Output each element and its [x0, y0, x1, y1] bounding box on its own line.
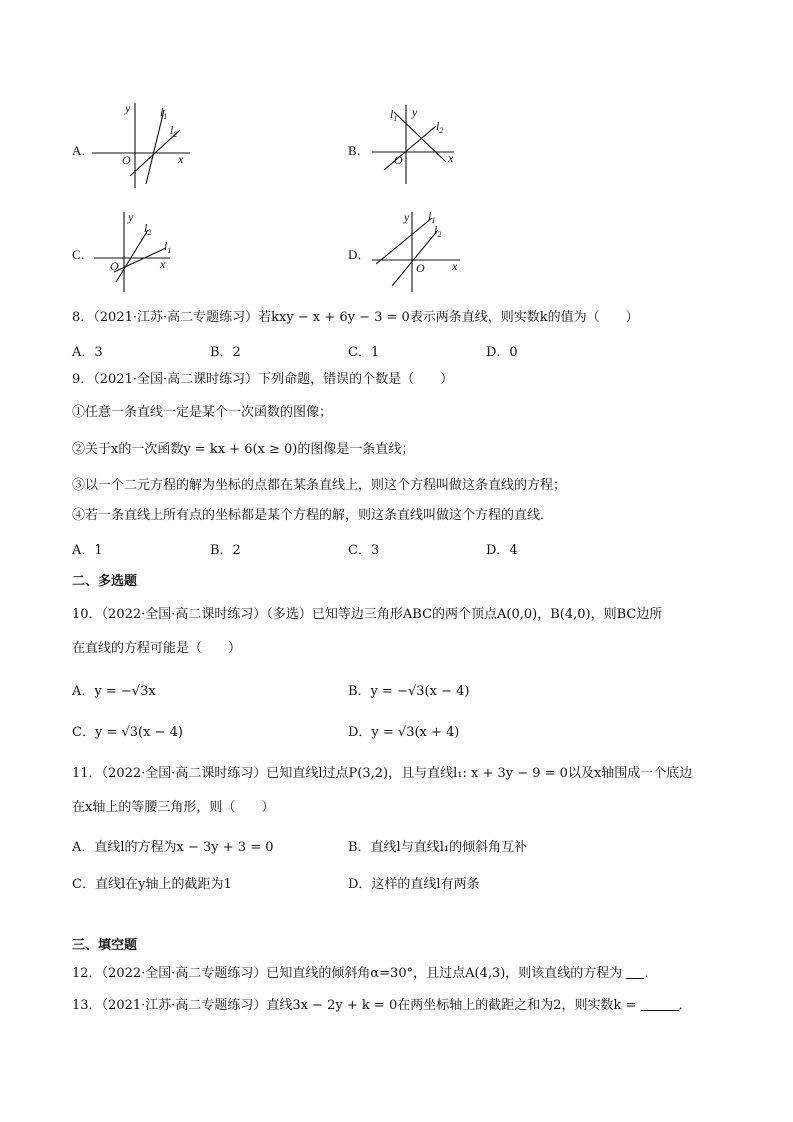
x-label: x	[448, 151, 454, 165]
question-9-text: 9．（2021·全国·高二课时练习）下列命题，错误的个数是（ ）	[72, 372, 454, 387]
question-12	[72, 964, 657, 984]
question-10-line-1: 10．（2022·全国·高二课时练习）（多选）已知等边三角形ABC的两个顶点A(0,0)，B(4,0)，则BC边所	[72, 607, 663, 622]
q10-option-a: A．y = −√3x	[72, 684, 156, 699]
q11-option-d: D．这样的直线l有两条	[348, 877, 480, 892]
y-label: y	[125, 101, 131, 115]
line-l2	[116, 230, 148, 282]
q11-option-a: A．直线l的方程为x − 3y + 3 = 0	[72, 840, 274, 855]
l1-label: $l_1$	[390, 107, 398, 123]
x-label: x	[160, 257, 166, 271]
l1-label: $l_1$	[164, 239, 172, 255]
q8-option-d: D．0	[486, 345, 518, 360]
graph-c	[92, 208, 202, 298]
question-11-line-2: 在x轴上的等腰三角形，则（ ）	[72, 800, 275, 815]
question-10-line-2: 在直线的方程可能是（ ）	[72, 641, 242, 656]
question-8-text: 8．（2021·江苏·高二专题练习）若kxy − x + 6y − 3 = 0表示两条直线，则实数k的值为（ ）	[72, 310, 639, 325]
q11-option-c: C．直线l在y轴上的截距为1	[72, 877, 232, 892]
question-13-text: 13．（2021·江苏·高二专题练习）直线3x − 2y + k = 0在两坐标轴上的截距之和为2，则实数k =	[72, 998, 637, 1013]
q9-option-a: A．1	[72, 543, 103, 558]
q8-option-b: B．2	[210, 345, 241, 360]
y-label: y	[128, 210, 134, 224]
graph-a	[92, 100, 202, 190]
option-d-label: D．	[348, 247, 371, 262]
question-11-line-1: 11．（2022·全国·高二课时练习）已知直线l过点P(3,2)，且与直线l₁: x + 3y − 9 = 0以及x轴围成一个底边	[72, 766, 693, 781]
q8-option-a: A．3	[72, 345, 103, 360]
section-fill-blank-heading: 三、填空题	[72, 938, 138, 953]
answer-blank-13[interactable]	[641, 997, 679, 1011]
graph-b	[370, 100, 480, 190]
q10-option-b: B．y = −√3(x − 4)	[348, 684, 470, 699]
line-l1	[114, 248, 166, 272]
option-a-label: A．	[72, 143, 95, 158]
l2-label: $l_2$	[170, 123, 178, 139]
q9-option-d: D．4	[486, 543, 518, 558]
answer-blank-12[interactable]	[626, 965, 644, 979]
origin-label: O	[394, 153, 403, 167]
q9-option-b: B．2	[210, 543, 241, 558]
y-label: y	[404, 210, 410, 224]
l2-label: $l_2$	[436, 119, 444, 135]
y-label: y	[412, 105, 418, 119]
q10-option-c: C．y = √3(x − 4)	[72, 725, 183, 740]
option-c-label: C．	[72, 247, 94, 262]
q9-item-1: ①任意一条直线一定是某个一次函数的图像；	[72, 405, 333, 420]
option-b-label: B．	[348, 143, 370, 158]
q9-item-3: ③以一个二元方程的解为坐标的点都在某条直线上，则这个方程叫做这条直线的方程；	[72, 478, 567, 493]
l1-label: $l_1$	[428, 209, 436, 225]
origin-label: O	[416, 261, 425, 275]
q10-option-d: D．y = √3(x + 4)	[348, 725, 460, 740]
line-l1	[376, 218, 432, 264]
x-label: x	[452, 259, 458, 273]
q9-item-4: ④若一条直线上所有点的坐标都是某个方程的解，则这条直线叫做这个方程的直线．	[72, 508, 554, 523]
x-label: x	[178, 152, 184, 166]
graph-d	[370, 204, 480, 294]
l1-label: $l_1$	[160, 105, 168, 121]
line-l2	[384, 126, 436, 170]
origin-label: O	[110, 259, 119, 273]
line-l2	[392, 230, 438, 286]
question-13-end: ．	[678, 998, 692, 1013]
section-multi-choice-heading: 二、多选题	[72, 574, 138, 589]
q11-option-b: B．直线l与直线l₁的倾斜角互补	[348, 840, 528, 855]
question-12-end: ．	[644, 966, 658, 981]
l2-label: $l_2$	[434, 223, 442, 239]
origin-label: O	[122, 153, 131, 167]
l2-label: $l_2$	[144, 221, 152, 237]
question-13	[72, 996, 692, 1016]
q8-option-c: C．1	[348, 345, 380, 360]
question-12-text: 12．（2022·全国·高二专题练习）已知直线的倾斜角α=30°，且过点A(4,3)，则该直线的方程为	[72, 966, 623, 981]
q9-item-2: ②关于x的一次函数y = kx + 6(x ≥ 0)的图像是一条直线；	[72, 442, 415, 457]
q9-option-c: C．3	[348, 543, 380, 558]
